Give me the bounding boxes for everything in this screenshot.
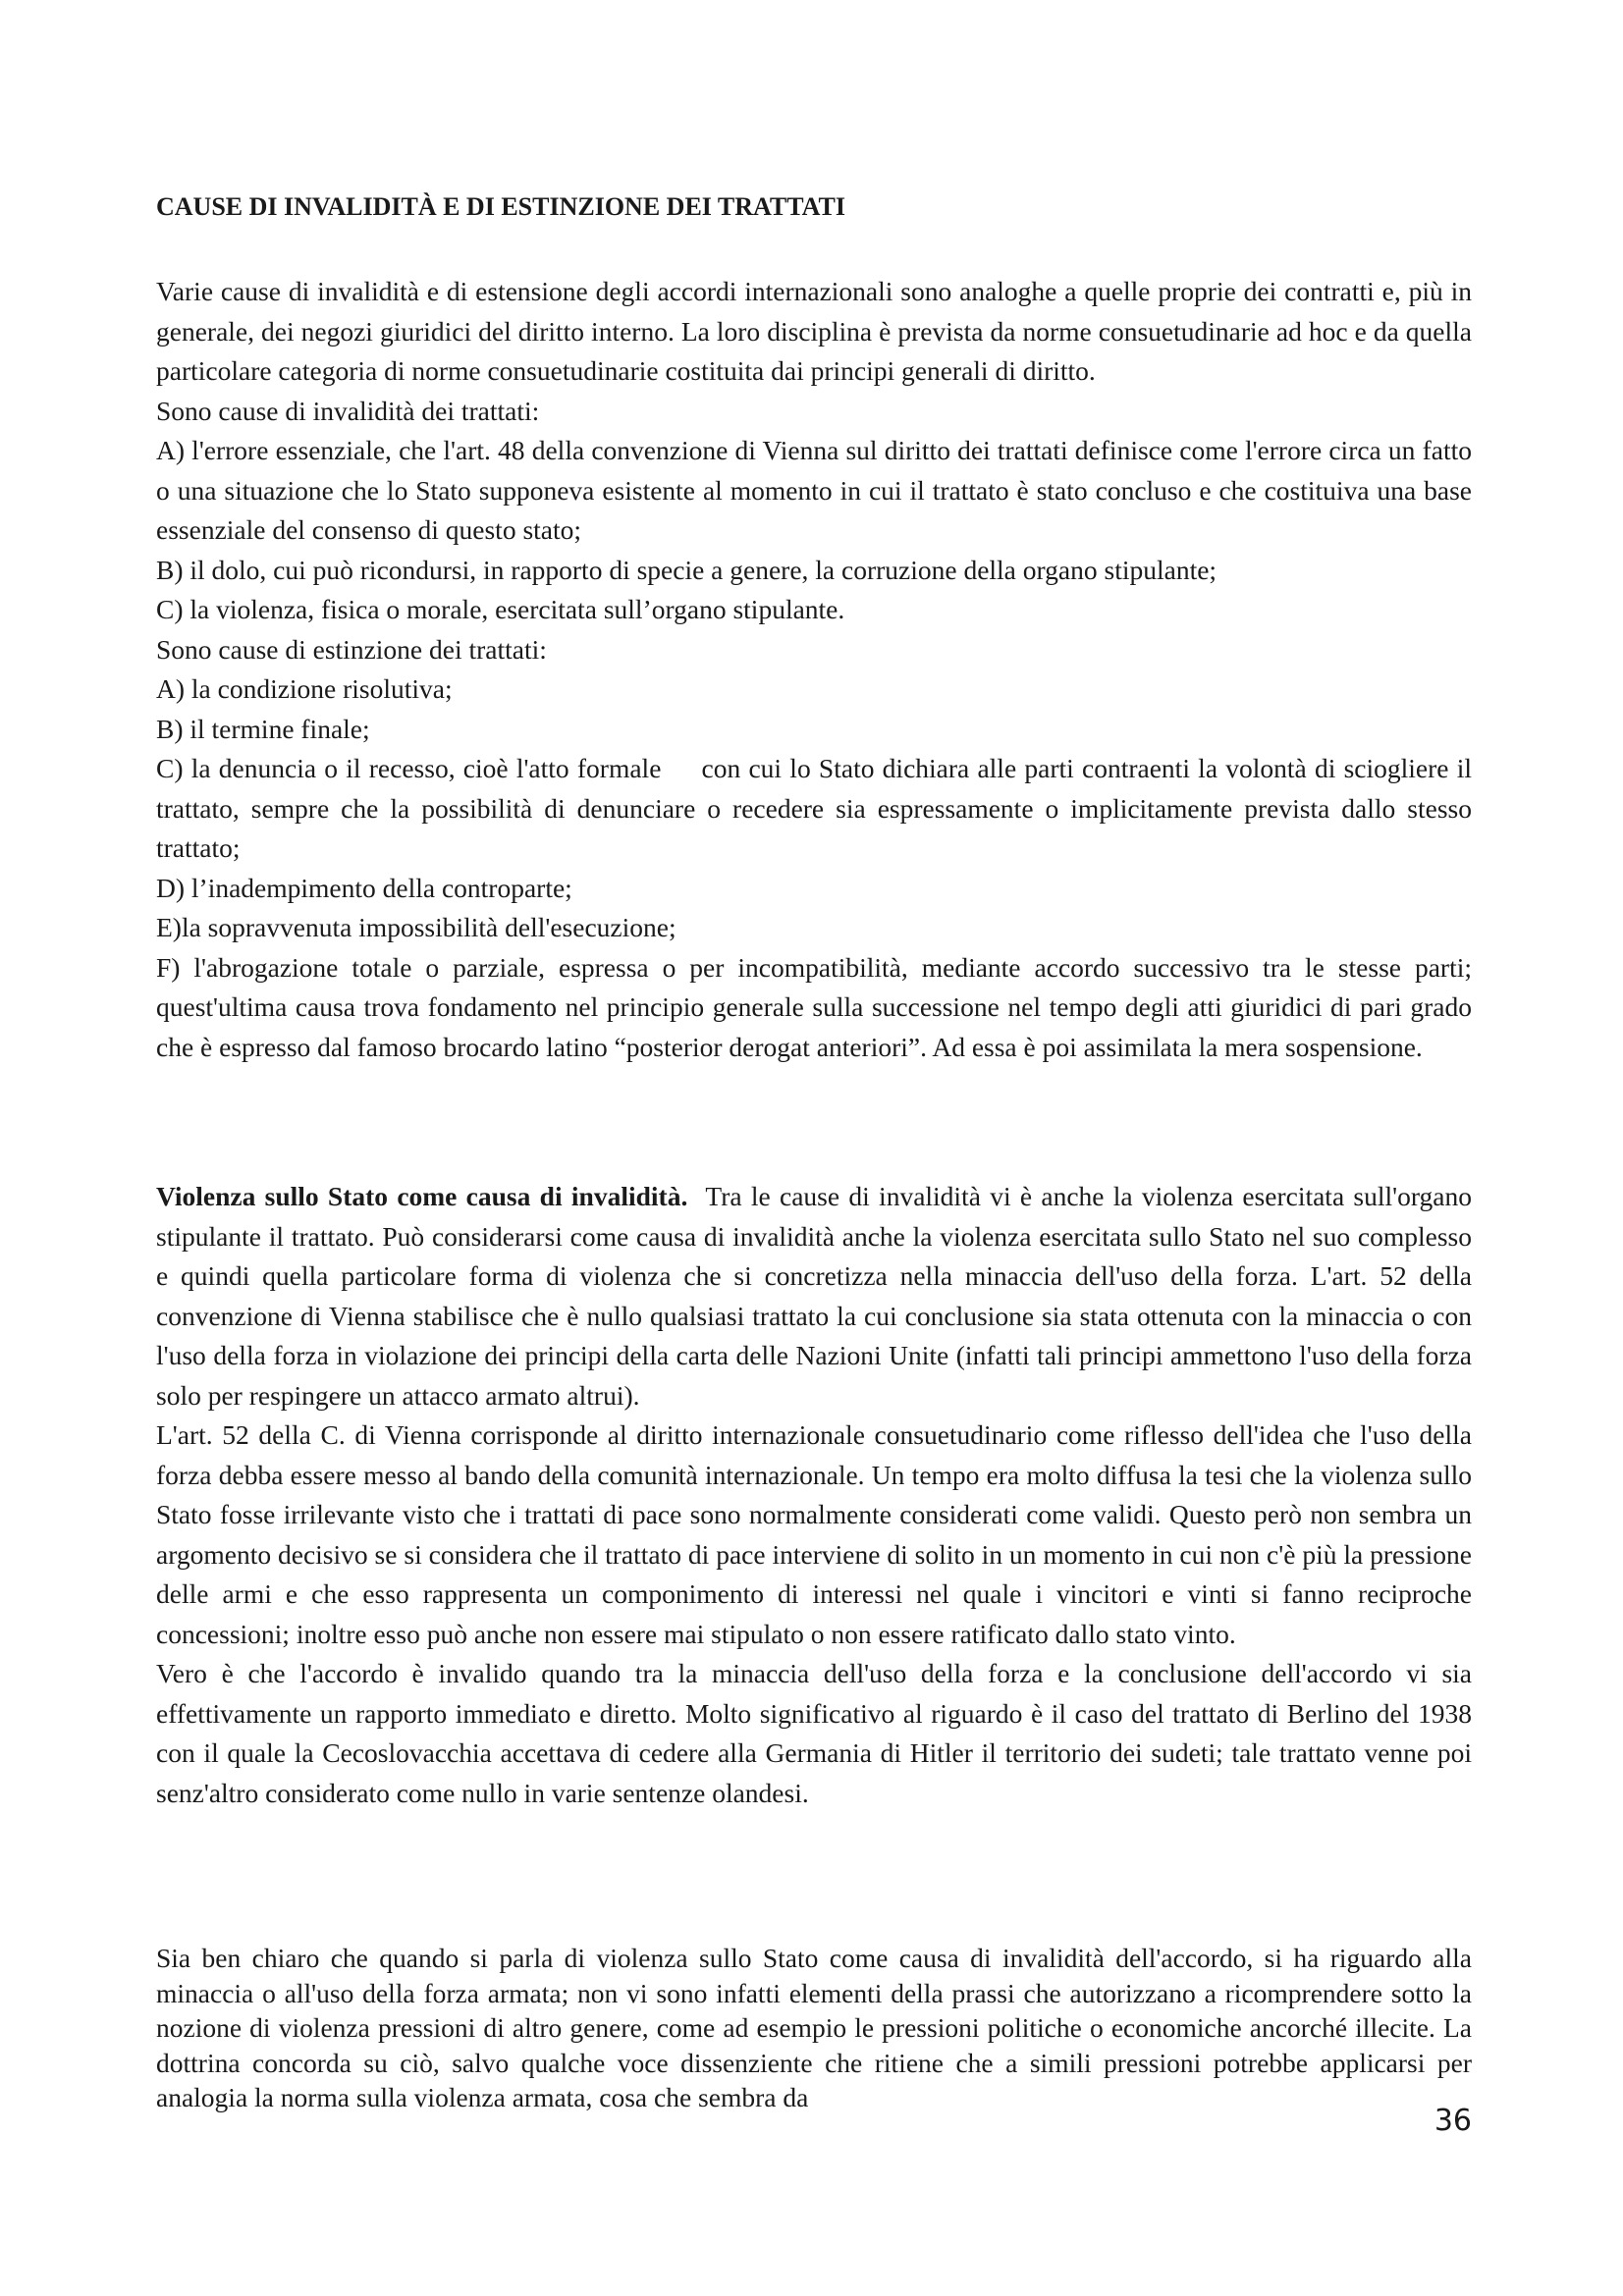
list-item-abrogazione: F) l'abrogazione totale o parziale, espressa o per incompatibilità, mediante accordo successivo tra le stesse parti; quest'ultima causa trova fondamento nel principio generale sulla successione nel tempo degli atti giuridici di pari grado che è espresso dal famoso brocardo latino “posterior derogat anteriori”. Ad essa è poi assimilata la mera sospensione. [156,951,1472,1062]
list-item-dolo: B) il dolo, cui può ricondursi, in rapporto di specie a genere, la corruzione della organo stipulante; [156,554,1217,585]
list-item-errore: A) l'errore essenziale, che l'art. 48 della convenzione di Vienna sul diritto dei trattati definisce come l'errore circa un fatto o una situazione che lo Stato supponeva esistente al momento in cui il trattato è stato concluso e che costituiva una base essenziale del consenso di questo stato; [156,435,1472,545]
paragraph-forza-armata: Sia ben chiaro che quando si parla di violenza sullo Stato come causa di invalidità dell'accordo, si ha riguardo alla minaccia o all'uso della forza armata; non vi sono infatti elementi della prassi che autorizzano a ricomprendere sotto la nozione di violenza pressioni di altro genere, come ad esempio le pressioni politiche o economiche ancorché illecite. La dottrina concorda su ciò, salvo qualche voce dissenziente che ritiene che a simili pressioni potrebbe applicarsi per analogia la norma sulla violenza armata, cosa che sembra da [156,1943,1472,2112]
paragraph-violenza-intro [156,1177,1479,1415]
section-lead-heading: Violenza sullo Stato come causa di invalidità. [156,1181,688,1211]
section-cause-invalidita-estinzione [156,272,1479,1067]
list-item-inadempimento: D) l’inadempimento della controparte; [156,872,572,903]
paragraph-berlino: Vero è che l'accordo è invalido quando tra la minaccia dell'uso della forza e la conclusione dell'accordo vi sia effettivamente un rapporto immediato e diretto. Molto significativo al riguardo è il caso del trattato di Berlino del 1938 con il quale la Cecoslovacchia accettava di cedere alla Germania di Hitler il territorio dei sudeti; tale trattato venne poi senz'altro considerato come nullo in varie sentenze olandesi. [156,1658,1472,1808]
list-heading-invalidita: Sono cause di invalidità dei trattati: [156,395,540,426]
list-item-termine: B) il termine finale; [156,713,370,744]
paragraph-art52: L'art. 52 della C. di Vienna corrisponde al diritto internazionale consuetudinario come riflesso dell'idea che l'uso della forza debba essere messo al bando della comunità internazionale. Un tempo era molto diffusa la tesi che la violenza sullo Stato fosse irrilevante visto che i trattati di pace sono normalmente considerati come validi. Questo però non sembra un argomento decisivo se si considera che il trattato di pace interviene di solito in un momento in cui non c'è più la pressione delle armi e che esso rappresenta un componimento di interessi nel quale i vincitori e vinti si fanno reciproche concessioni; inoltre esso può anche non essere mai stipulato o non essere ratificato dallo stato vinto. [156,1419,1472,1649]
list-item-denuncia: C) la denuncia o il recesso, cioè l'atto formale con cui lo Stato dichiara alle parti contraenti la volontà di sciogliere il trattato, sempre che la possibilità di denunciare o recedere sia espressamente o implicitamente prevista dallo stesso trattato; [156,753,1479,863]
paragraph-intro: Varie cause di invalidità e di estensione degli accordi internazionali sono analoghe a quelle proprie dei contratti e, più in generale, dei negozi giuridici del diritto interno. La loro disciplina è prevista da norme consuetudinarie ad hoc e da quella particolare categoria di norme consuetudinarie costituita dai principi generali di diritto. [156,276,1472,386]
page-number: 36 [1434,2104,1472,2138]
list-item-violenza: C) la violenza, fisica o morale, esercitata sull’organo stipulante. [156,594,845,624]
list-item-condizione: A) la condizione risolutiva; [156,673,453,704]
page-title: CAUSE DI INVALIDITÀ E DI ESTINZIONE DEI TRATTATI [156,192,845,221]
section-lead-text: Tra le cause di invalidità vi è anche la violenza esercitata sull'organo stipulante il trattato. Può considerarsi come causa di invalidità anche la violenza esercitata sullo Stato nel suo complesso e quindi quella particolare forma di violenza che si concretizza nella minaccia dell'uso della forza. L'art. 52 della convenzione di Vienna stabilisce che è nullo qualsiasi trattato la cui conclusione sia stata ottenuta con la minaccia o con l'uso della forza in violazione dei principi della carta delle Nazioni Unite (infatti tali principi ammettono l'uso della forza solo per respingere un attacco armato altrui). [156,1181,1479,1411]
section-forza-armata [156,1941,1472,2115]
list-heading-estinzione: Sono cause di estinzione dei trattati: [156,633,547,665]
section-violenza-sullo-stato [156,1177,1479,1813]
list-item-impossibilita: E)la sopravvenuta impossibilità dell'esecuzione; [156,912,676,942]
